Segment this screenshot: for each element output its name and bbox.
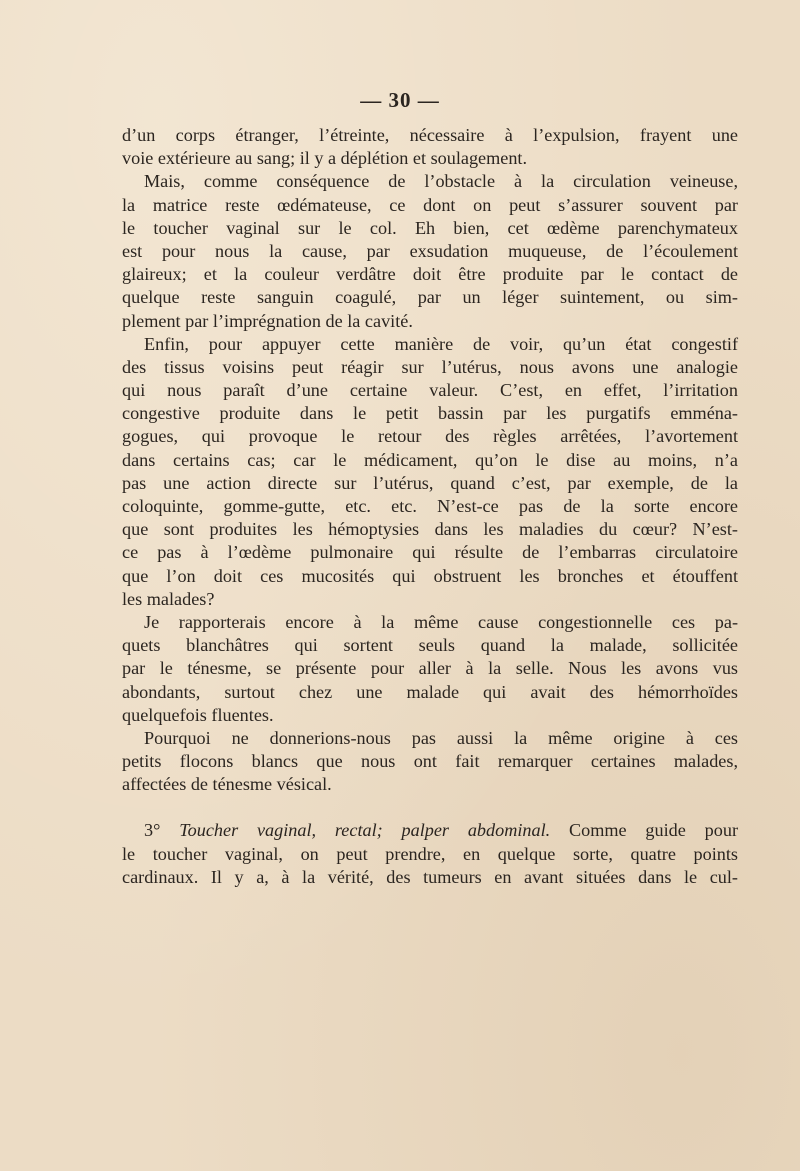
- text-line: quelquefois fluentes.: [122, 704, 274, 725]
- text-line: coloquinte, gomme-gutte, etc. etc. N’est-ce pas de la sorte encore: [122, 496, 738, 516]
- text-line: abondants, surtout chez une malade qui avait des hémorrhoïdes: [122, 681, 738, 702]
- text-line: qui nous paraît d’une certaine valeur. C’est, en effet, l’irritation: [122, 380, 738, 401]
- body-text: [122, 124, 738, 889]
- text-line: les malades?: [122, 588, 215, 609]
- page-number: — 30 —: [360, 88, 440, 112]
- paragraph-1: [122, 124, 738, 170]
- text-line: Je rapporterais encore à la même cause congestionnelle ces pa-: [144, 611, 738, 632]
- text-line: voie extérieure au sang; il y a déplétion et soulagement.: [122, 148, 528, 169]
- section-toucher-vaginal: [122, 819, 738, 889]
- text-line: quelque reste sanguin coagulé, par un léger suintement, ou sim-: [122, 287, 738, 308]
- section-first-line: [122, 819, 738, 842]
- text-line: pas une action directe sur l’utérus, quand c’est, par exemple, de la: [122, 472, 738, 493]
- text-line: dans certains cas; car le médicament, qu’on le dise au moins, n’a: [122, 449, 738, 470]
- text-line: est pour nous la cause, par exsudation muqueuse, de l’écoulement: [122, 240, 738, 261]
- text-line: affectées de ténesme vésical.: [122, 774, 332, 795]
- paragraph-4: [122, 611, 738, 727]
- section-spacer: [122, 796, 738, 819]
- text-line: gogues, qui provoque le retour des règles arrêtées, l’avortement: [122, 426, 738, 447]
- text-line: Enfin, pour appuyer cette manière de voir, qu’un état congestif: [144, 333, 738, 354]
- text-line: glaireux; et la couleur verdâtre doit être produite par le contact de: [122, 264, 738, 285]
- text-line: que sont produites les hémoptysies dans les maladies du cœur? N’est-: [122, 519, 738, 540]
- text-line: Pourquoi ne donnerions-nous pas aussi la même origine à ces: [144, 727, 738, 748]
- text-line: quets blanchâtres qui sortent seuls quand la malade, sollicitée: [122, 635, 738, 656]
- paragraph-2: [122, 170, 738, 332]
- paragraph-5: [122, 727, 738, 797]
- text-line: le toucher vaginal sur le col. Eh bien, cet œdème parenchymateux: [122, 217, 738, 238]
- text-line: par le ténesme, se présente pour aller à la selle. Nous les avons vus: [122, 658, 738, 679]
- text-line: plement par l’imprégnation de la cavité.: [122, 310, 413, 331]
- text-line: Mais, comme conséquence de l’obstacle à la circulation veineuse,: [144, 171, 738, 192]
- text-line: d’un corps étranger, l’étreinte, nécessaire à l’expulsion, frayent une: [122, 125, 738, 145]
- text-line: congestive produite dans le petit bassin par les purgatifs emména-: [122, 403, 738, 424]
- text-line: que l’on doit ces mucosités qui obstruent les bronches et étouffent: [122, 565, 738, 586]
- section-number: 3°: [144, 820, 161, 841]
- text-line: le toucher vaginal, on peut prendre, en quelque sorte, quatre points: [122, 843, 738, 864]
- text-line: ce pas à l’œdème pulmonaire qui résulte de l’embarras circulatoire: [122, 542, 738, 563]
- text-line: petits flocons blancs que nous ont fait remarquer certaines malades,: [122, 751, 738, 772]
- text-line: la matrice reste œdémateuse, ce dont on peut s’assurer souvent par: [122, 194, 738, 215]
- section-heading: Toucher vaginal, rectal; palper abdominal.: [179, 820, 551, 841]
- text-line: des tissus voisins peut réagir sur l’utérus, nous avons une analogie: [122, 356, 738, 377]
- paragraph-3: [122, 333, 738, 611]
- text-line: cardinaux. Il y a, à la vérité, des tumeurs en avant situées dans le cul-: [122, 866, 738, 887]
- section-text: Comme guide pour: [569, 820, 738, 841]
